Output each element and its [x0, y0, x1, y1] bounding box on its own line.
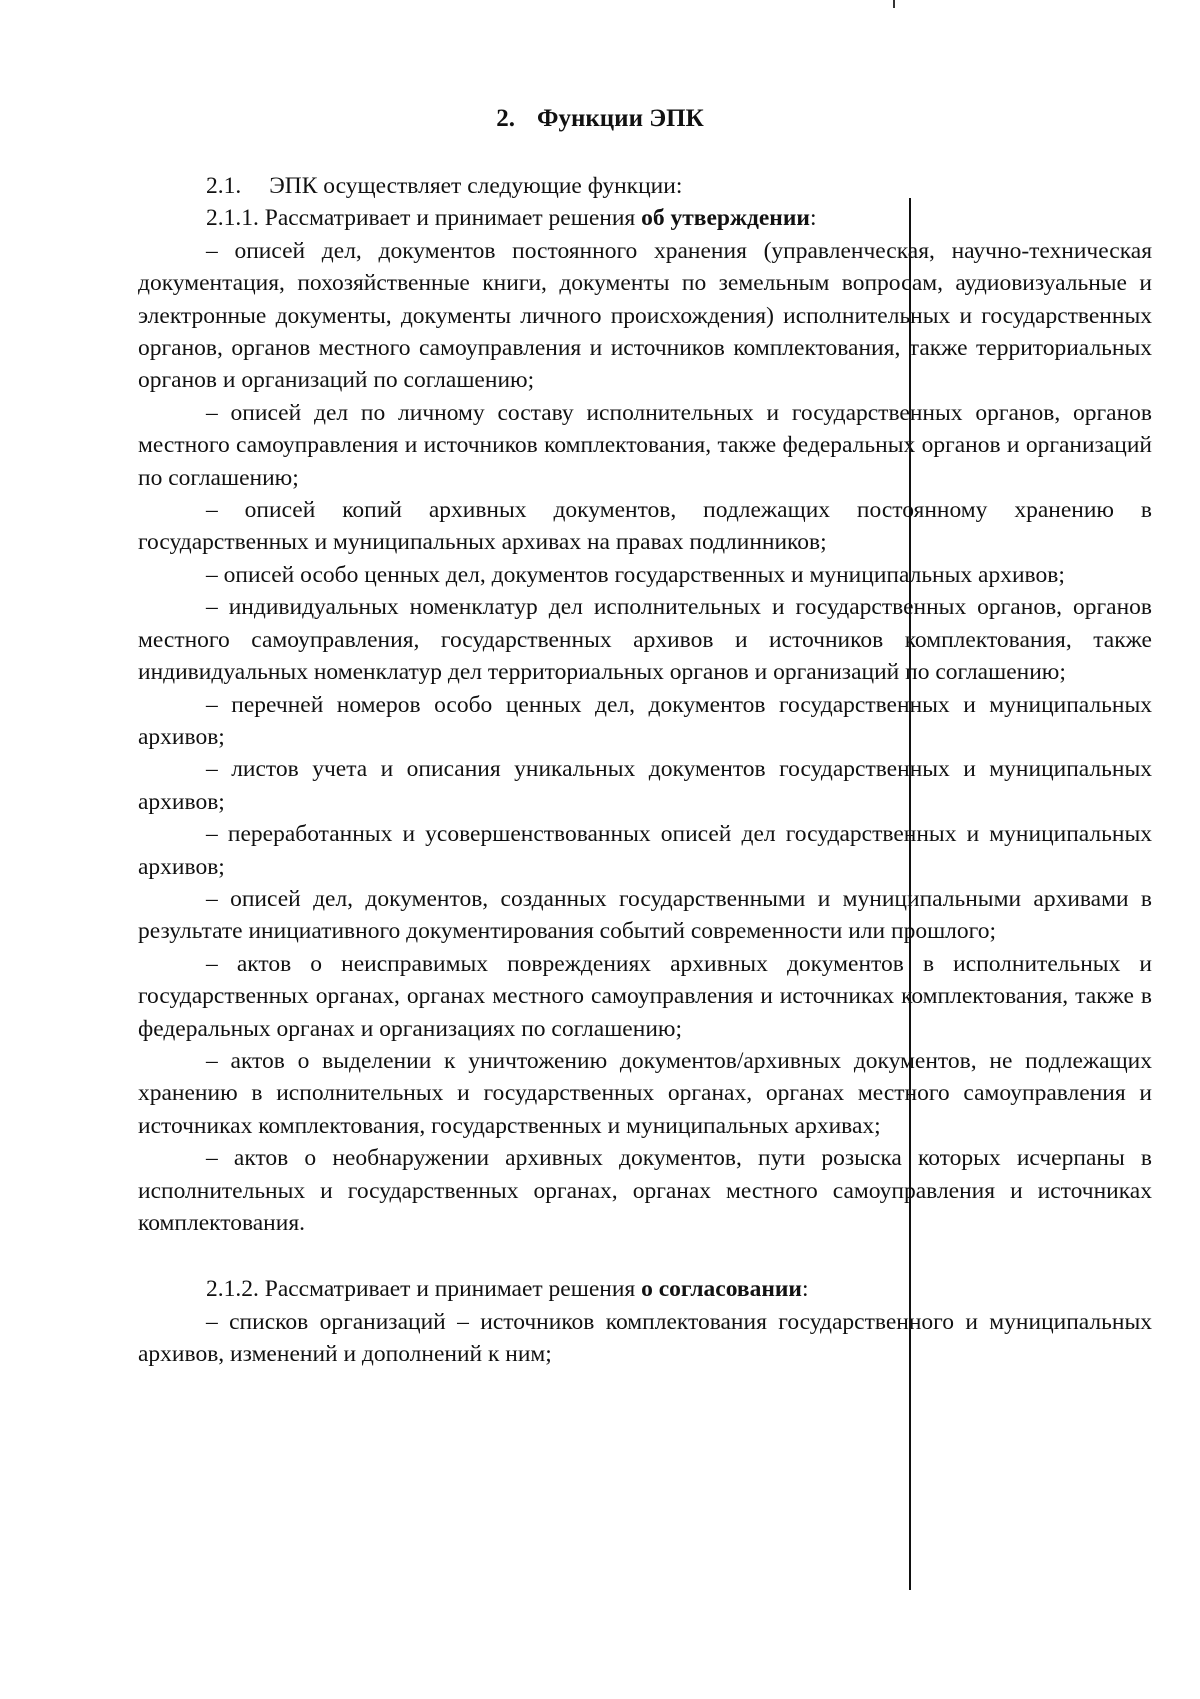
section-title-text: Функции ЭПК: [536, 105, 704, 132]
document-body: [138, 170, 1152, 1371]
list-item: – индивидуальных номенклатур дел исполнительных и государственных органов, органов местного самоуправления, государственных архивов и источников комплектования, также индивидуальных номенклатур дел территориальных органов и организаций по соглашению;: [138, 594, 1152, 686]
list-item: – описей дел по личному составу исполнительных и государственных органов, органов местного самоуправления и источников комплектования, также федеральных органов и организаций по соглашению;: [138, 399, 1152, 491]
list-item: – актов о выделении к уничтожению документов/архивных документов, не подлежащих хранению в исполнительных и государственных органах, органах местного самоуправления и источниках комплектования, государственных и муниципальных архивах;: [138, 1047, 1152, 1139]
list-item: – листов учета и описания уникальных документов государственных и муниципальных архивов;: [138, 756, 1152, 815]
heading-2-1-2-bold: о согласовании: [641, 1276, 802, 1303]
list-item: – описей дел, документов постоянного хранения (управленческая, научно-техническая документация, похозяйственные книги, документы по земельным вопросам, аудиовизуальные и электронные документы, документы личного происхождения) исполнительных и государственных органов, органов местного самоуправления и источников комплектования, также территориальных органов и организаций по соглашению;: [138, 237, 1152, 394]
scan-artifact-mark: [893, 0, 895, 8]
list-item: – актов о неисправимых повреждениях архивных документов в исполнительных и государственных органах, органах местного самоуправления и источниках комплектования, также в федеральных органах и организациях по соглашению;: [138, 950, 1152, 1042]
heading-2-1-1-prefix: 2.1.1. Рассматривает и принимает решения: [206, 205, 642, 232]
heading-2-1-1-bold: об утверждении: [641, 205, 810, 232]
heading-2-1-2-prefix: 2.1.2. Рассматривает и принимает решения: [206, 1276, 642, 1303]
paragraph-2-1-number: 2.1.: [206, 173, 242, 199]
heading-2-1-2-suffix: :: [801, 1276, 809, 1303]
list-item: – описей особо ценных дел, документов государственных и муниципальных архивов;: [206, 561, 1065, 588]
list-item: – перечней номеров особо ценных дел, документов государственных и муниципальных архивов;: [138, 691, 1152, 750]
paragraph-2-1-text: ЭПК осуществляет следующие функции:: [269, 173, 683, 199]
list-item: – списков организаций – источников комплектования государственного и муниципальных архивов, изменений и дополнений к ним;: [138, 1308, 1152, 1368]
list-item: – описей дел, документов, созданных государственными и муниципальными архивами в результате инициативного документирования событий современности или прошлого;: [138, 885, 1152, 945]
heading-2-1-1-suffix: :: [809, 205, 817, 232]
list-item: – актов о необнаружении архивных документов, пути розыска которых исчерпаны в исполнительных и государственных органах, органах местного самоуправления и источниках комплектования.: [138, 1145, 1152, 1236]
section-title: [0, 104, 1200, 134]
paragraph-2-1-1-heading: [138, 202, 1152, 234]
paragraph-2-1: [138, 170, 1152, 202]
paragraph-2-1-2-heading: [138, 1273, 1152, 1305]
list-item: – переработанных и усовершенствованных описей дел государственных и муниципальных архивов;: [138, 821, 1152, 880]
list-item: – описей копий архивных документов, подлежащих постоянному хранению в государственных и муниципальных архивах на правах подлинников;: [138, 497, 1152, 556]
section-title-number: 2.: [496, 105, 515, 132]
